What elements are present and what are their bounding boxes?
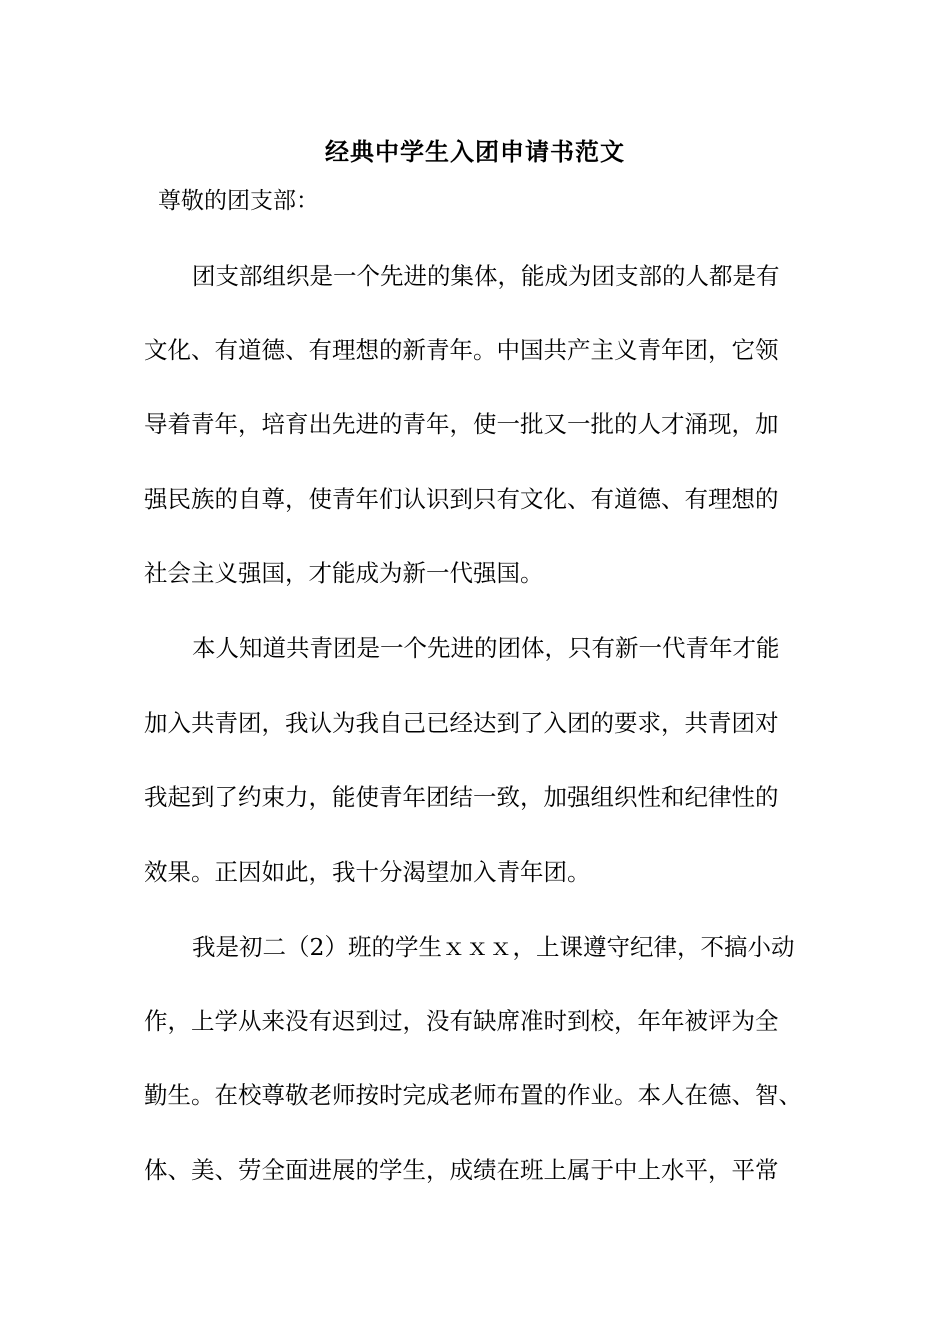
paragraph-line: 作，上学从来没有迟到过，没有缺席准时到校，年年被评为全: [144, 1007, 779, 1035]
paragraph-line: 本人知道共青团是一个先进的团体，只有新一代青年才能: [192, 634, 780, 662]
paragraph-line: 体、美、劳全面进展的学生，成绩在班上属于中上水平，平常: [144, 1156, 779, 1184]
paragraph-line: 加入共青团，我认为我自己已经达到了入团的要求，共青团对: [144, 709, 779, 737]
paragraph-line: 效果。正因如此，我十分渴望加入青年团。: [144, 858, 591, 886]
paragraph-line: 勤生。在校尊敬老师按时完成老师布置的作业。本人在德、智、: [144, 1081, 802, 1109]
paragraph-line: 社会主义强国，才能成为新一代强国。: [144, 559, 544, 587]
salutation: 尊敬的团支部：: [158, 188, 319, 214]
paragraph-line: 文化、有道德、有理想的新青年。中国共产主义青年团，它领: [144, 336, 779, 364]
document-title: 经典中学生入团申请书范文: [325, 137, 625, 166]
paragraph-line: 导着青年，培育出先进的青年，使一批又一批的人才涌现，加: [144, 410, 779, 438]
paragraph-line: 团支部组织是一个先进的集体，能成为团支部的人都是有: [192, 262, 780, 290]
paragraph-line: 我起到了约束力，能使青年团结一致，加强组织性和纪律性的: [144, 783, 779, 811]
paragraph-line: 我是初二（2）班的学生ｘｘｘ，上课遵守纪律，不搞小动: [192, 933, 795, 961]
paragraph-line: 强民族的自尊，使青年们认识到只有文化、有道德、有理想的: [144, 485, 779, 513]
